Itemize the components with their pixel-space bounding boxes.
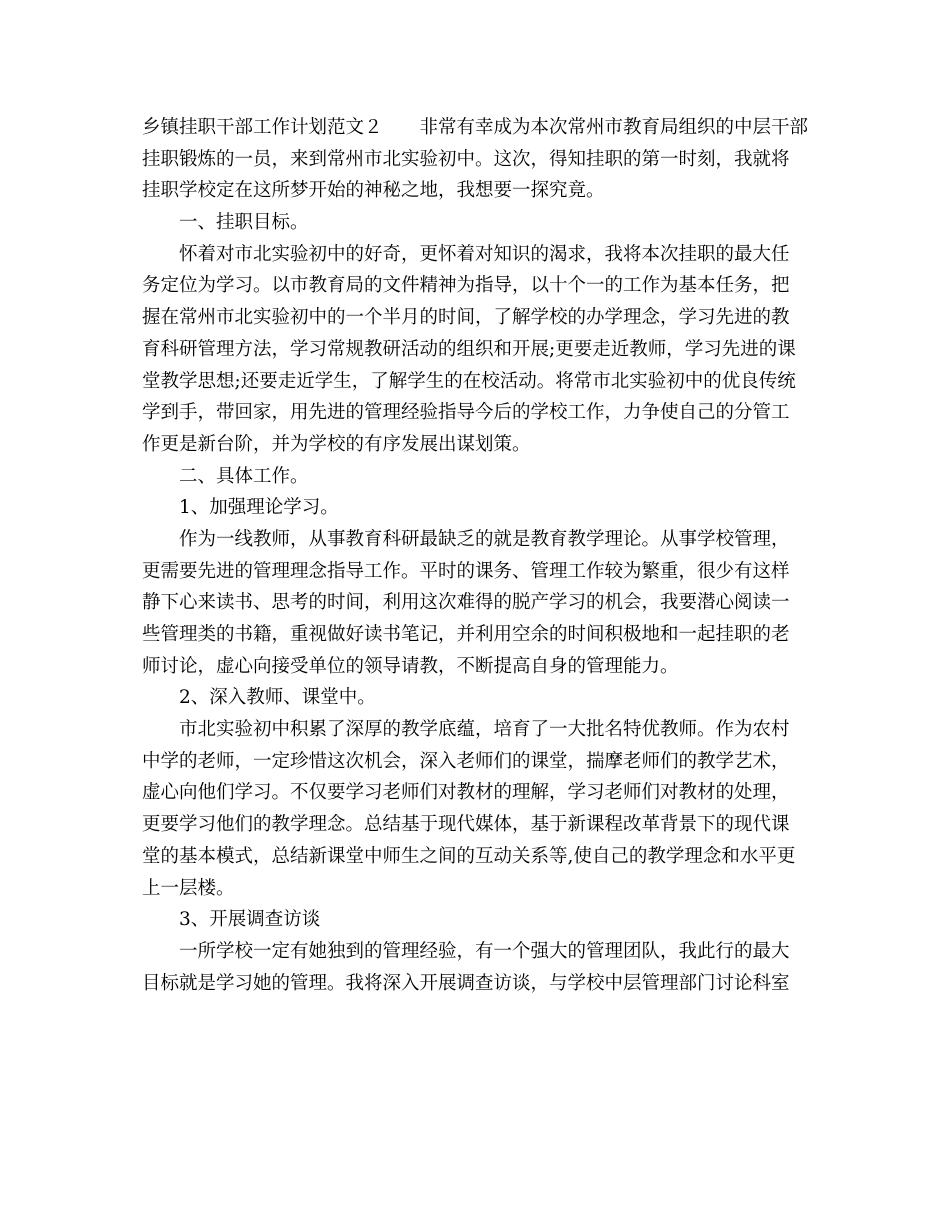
text-line: 市北实验初中积累了深厚的教学底蕴，培育了一大批名特优教师。作为农村 [142,719,790,741]
text-line: 育科研管理方法，学习常规教研活动的组织和开展;更要走近教师，学习先进的课 [142,338,796,360]
text-line: 堂教学思想;还要走近学生，了解学生的在校活动。将常市北实验初中的优良传统 [142,370,796,392]
subsection-heading: 3、开展调查访谈 [142,909,321,931]
text-line: 些管理类的书籍，重视做好读书笔记，并利用空余的时间积极地和一起挂职的老 [142,624,790,645]
section-heading: 二、具体工作。 [142,465,309,487]
text-line: 更要学习他们的教学理念。总结基于现代媒体，基于新课程改革背景下的现代课 [142,814,790,836]
text-line: 怀着对市北实验初中的好奇，更怀着对知识的渴求，我将本次挂职的最大任 [142,243,790,265]
text-line: 务定位为学习。以市教育局的文件精神为指导，以十个一的工作为基本任务，把 [142,275,790,297]
text-line: 挂职锻炼的一员，来到常州市北实验初中。这次，得知挂职的第一时刻，我就将 [142,148,790,170]
text-line: 握在常州市北实验初中的一个半月的时间，了解学校的办学理念，学习先进的教 [142,307,790,329]
text-line: 堂的基本模式，总结新课堂中师生之间的互动关系等,使自己的教学理念和水平更 [142,845,796,867]
text-line: 虚心向他们学习。不仅要学习老师们对教材的理解，学习老师们对教材的处理， [142,782,790,804]
text-line: 作更是新台阶，并为学校的有序发展出谋划策。 [142,433,531,455]
text-line: 上一层楼。 [142,877,235,899]
text-line: 乡镇挂职干部工作计划范文２ 非常有幸成为本次常州市教育局组织的中层干部 [142,117,809,138]
subsection-heading: 2、深入教师、课堂中。 [142,687,376,709]
document-body [142,112,822,999]
subsection-heading: 1、加强理论学习。 [142,497,339,519]
text-line: 中学的老师，一定珍惜这次机会，深入老师们的课堂，揣摩老师们的教学艺术， [142,750,790,772]
text-line: 一所学校一定有她独到的管理经验，有一个强大的管理团队，我此行的最大 [142,940,790,962]
text-line: 静下心来读书、思考的时间，利用这次难得的脱产学习的机会，我要潜心阅读一 [142,592,790,614]
text-line: 挂职学校定在这所梦开始的神秘之地，我想要一探究竟。 [142,180,605,202]
section-heading: 一、挂职目标。 [142,212,309,234]
text-line: 师讨论，虚心向接受单位的领导请教，不断提高自身的管理能力。 [142,655,679,677]
text-line: 作为一线教师，从事教育科研最缺乏的就是教育教学理论。从事学校管理， [142,528,790,550]
text-line: 目标就是学习她的管理。我将深入开展调查访谈，与学校中层管理部门讨论科室 [142,972,790,994]
text-line: 学到手，带回家，用先进的管理经验指导今后的学校工作，力争使自己的分管工 [142,402,790,424]
text-line: 更需要先进的管理理念指导工作。平时的课务、管理工作较为繁重，很少有这样 [142,560,790,582]
